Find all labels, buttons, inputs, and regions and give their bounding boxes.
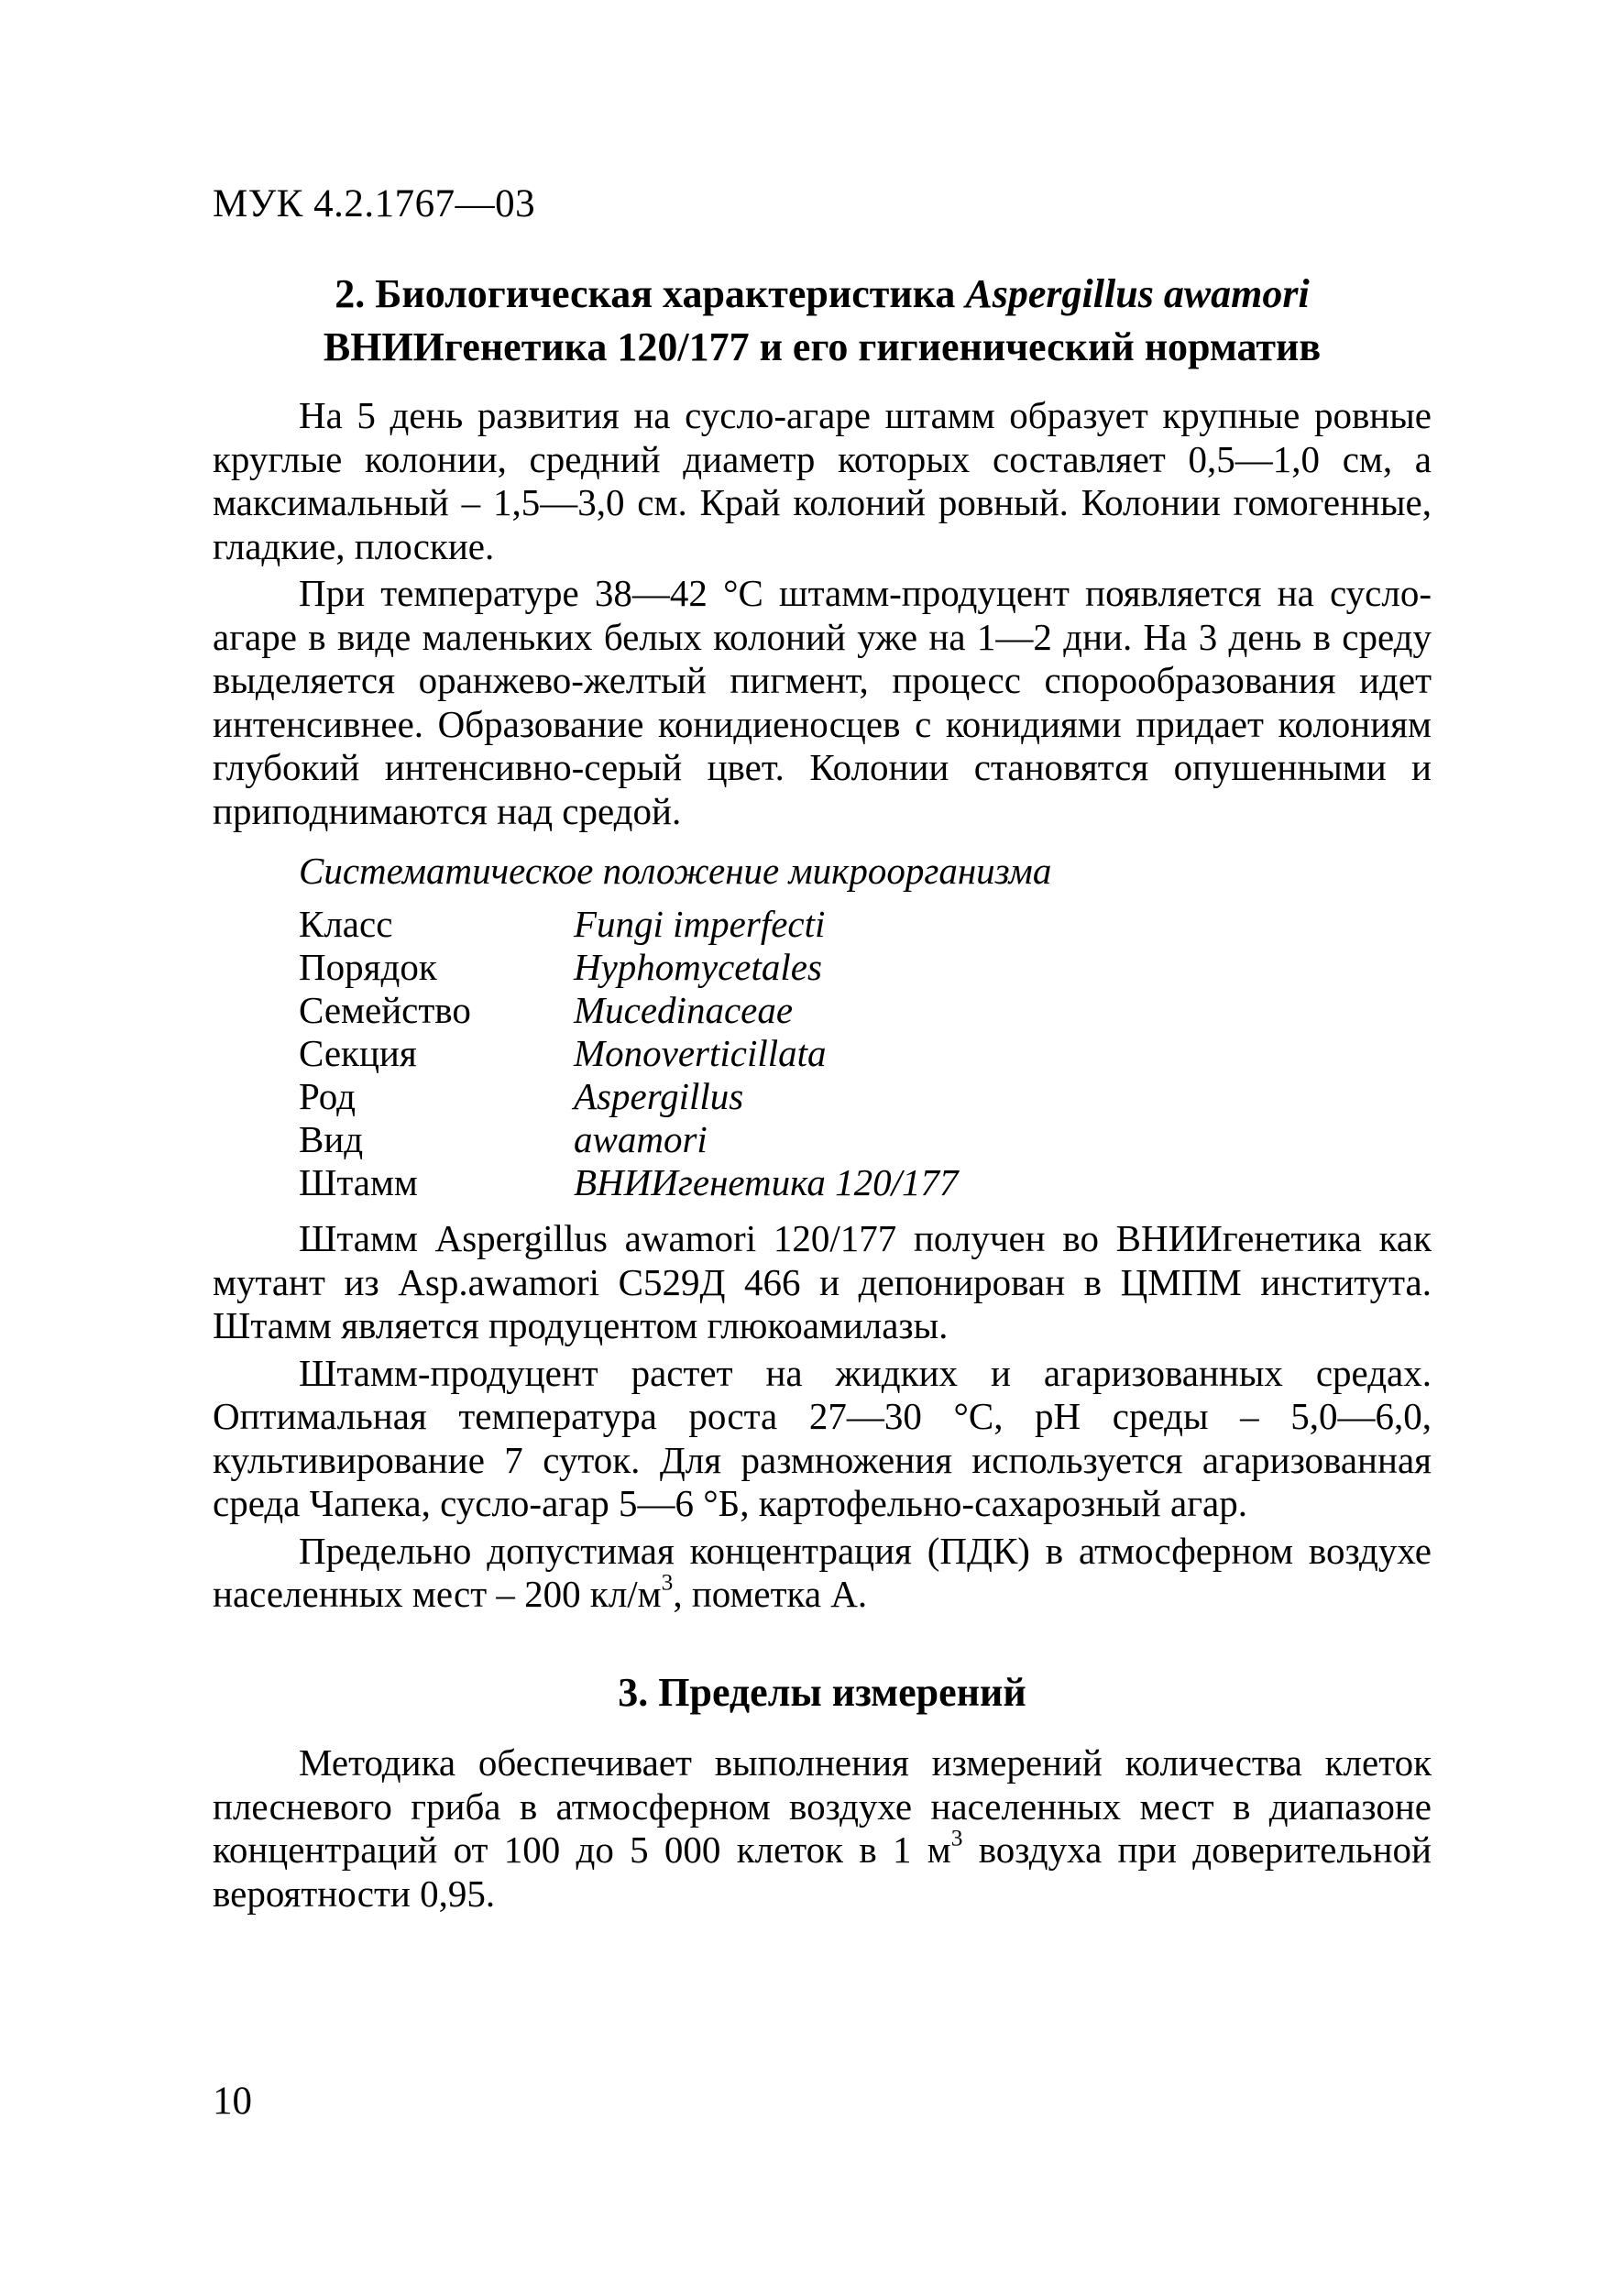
taxonomy-row [299, 1032, 1051, 1075]
taxonomy-rank: Вид [299, 1118, 364, 1160]
taxonomy-row [299, 1161, 1051, 1204]
taxonomy-name: Fungi imperfecti [574, 903, 826, 945]
page-number: 10 [213, 2080, 252, 2123]
section-3-body [213, 1741, 1432, 1916]
taxonomy-caption: Систематическое положение микроорганизма [299, 850, 1052, 892]
section-2-title-latin: Aspergillus awamori [965, 271, 1310, 316]
taxonomy-row [299, 1118, 1051, 1161]
taxonomy-row [299, 946, 1051, 989]
paragraph-colony-description: На 5 день развития на сусло-агаре штамм образует крупные ровные круглые колонии, средний диаметр которых составляет 0,5—1,0 см, а максимальный – 1,5—3,0 см. Край колоний ровный. Колонии гомогенные, гладкие, плоские. [213, 394, 1432, 567]
taxonomy-name: Aspergillus [574, 1075, 744, 1117]
paragraph-measurement-range [213, 1741, 1432, 1916]
taxonomy-rank: Порядок [299, 946, 437, 988]
taxonomy-rank: Штамм [299, 1161, 418, 1203]
taxonomy-row [299, 989, 1051, 1032]
taxonomy-rank: Секция [299, 1032, 417, 1074]
section-2-title [213, 268, 1432, 374]
taxonomy-name: awamori [574, 1118, 708, 1160]
document-code-header: МУК 4.2.1767—03 [213, 182, 536, 225]
strain-details [213, 1217, 1432, 1617]
taxonomy-row [299, 903, 1051, 946]
taxonomy-rank: Семейство [299, 989, 471, 1031]
mpc-superscript: 3 [661, 1569, 674, 1596]
section-2-title-line2: ВНИИгенетика 120/177 и его гигиенический норматив [323, 324, 1322, 369]
paragraph-temperature-growth: При температуре 38—42 °С штамм-продуцент появляется на сусло-агаре в виде маленьких белых колоний уже на 1—2 дни. На 3 день в среду выделяется оранжево-желтый пигмент, процесс спорообразования идет интенсивнее. Образование конидиеносцев с конидиями придает колониям глубокий интенсивно-серый цвет. Колонии становятся опушенными и приподнимаются над средой. [213, 572, 1432, 832]
section-2-description [213, 394, 1432, 833]
taxonomy-rank: Род [299, 1075, 356, 1117]
range-text-end: воздуха при доверительной вероятности 0,95. [213, 1828, 1432, 1915]
paragraph-mpc-limit [213, 1530, 1432, 1617]
range-superscript: 3 [950, 1825, 963, 1851]
section-2-title-line1 [213, 268, 1432, 321]
taxonomy-rank: Класс [299, 903, 393, 945]
section-2-title-prefix: 2. Биологическая характеристика [335, 271, 966, 316]
taxonomy-name: Hyphomycetales [574, 946, 822, 988]
taxonomy-name: ВНИИгенетика 120/177 [574, 1161, 959, 1203]
taxonomy-name: Mucedinaceae [574, 989, 794, 1031]
taxonomy-block [299, 850, 1051, 1204]
taxonomy-row [299, 1075, 1051, 1118]
taxonomy-name: Monoverticillata [574, 1032, 827, 1074]
mpc-text: Предельно допустимая концентрация (ПДК) в атмосферном воздухе населенных мест – 200 кл/м [213, 1529, 1432, 1615]
range-text: Методика обеспечивает выполнения измерений количества клеток плесневого гриба в атмосферном воздухе населенных мест в диапазоне концентраций от 100 до 5 000 клеток в 1 м [213, 1741, 1432, 1871]
paragraph-cultivation-conditions: Штамм-продуцент растет на жидких и агаризованных средах. Оптимальная температура роста 27—30 °С, pH среды – 5,0—6,0, культивирование 7 суток. Для размножения используется агаризованная среда Чапека, сусло-агар 5—6 °Б, картофельно-сахарозный агар. [213, 1351, 1432, 1524]
section-3-title: 3. Пределы измерений [618, 1670, 1026, 1715]
paragraph-strain-origin: Штамм Aspergillus awamori 120/177 получен во ВНИИгенетика как мутант из Asp.awamori С529Д 466 и депонирован в ЦМПМ института. Штамм является продуцентом глюкоамилазы. [213, 1217, 1432, 1346]
mpc-text-end: , пометка А. [673, 1573, 868, 1615]
